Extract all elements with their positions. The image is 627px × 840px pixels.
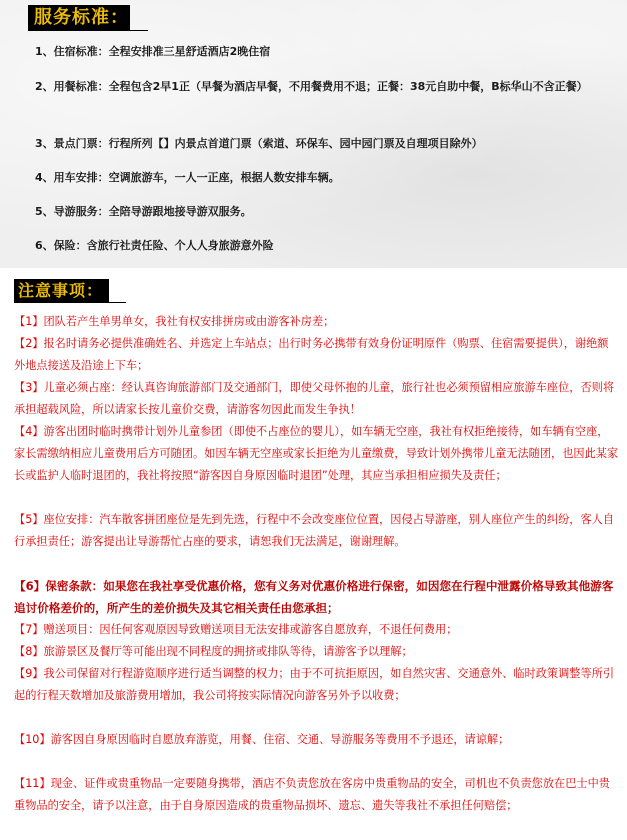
service-item-accommodation: 1、住宿标准：全程安排准三星舒适酒店2晚住宿 — [35, 45, 271, 58]
service-title: 服务标准： — [34, 7, 129, 28]
service-item-insurance: 6、保险：含旅行社责任险、个人人身旅游意外险 — [35, 239, 274, 252]
note-item-8: 【8】旅游景区及餐厅等可能出现不同程度的拥挤或排队等待，请游客予以理解； — [14, 645, 413, 658]
note-item-1: 【1】团队若产生单男单女，我社有权安排拼房或由游客补房差； — [14, 315, 335, 328]
note-item-5: 【5】座位安排：汽车散客拼团座位是先到先选，行程中不会改变座位位置，因侵占导游座，别人座位产生的纠纷，客人自行承担责任；游客提出让导游帮忙占座的要求，请恕我们无法满足，谢谢理解。 — [14, 513, 615, 548]
service-item-guide: 5、导游服务：全陪导游跟地接导游双服务。 — [35, 205, 252, 218]
service-item-meals: 2、用餐标准：全程包含2早1正（早餐为酒店早餐，不用餐费用不退；正餐：38元自助中餐，B标华山不含正餐） — [35, 80, 588, 93]
note-item-4: 【4】游客出团时临时携带计划外儿童参团（即使不占座位的婴儿），如车辆无空座，我社有权拒绝接待，如车辆有空座，家长需缴纳相应儿童费用后方可随团。如因车辆无空座或家长拒绝为儿童缴费，导致计划外携带儿童无法随团，也因此某家长或监护人临时退团的，我社将按照“游客因自身原因临时退团”处理，其应当承担相应损失及责任； — [14, 425, 619, 482]
notes-title-underline — [14, 302, 126, 303]
service-item-transport: 4、用车安排：空调旅游车，一人一正座，根据人数安排车辆。 — [35, 171, 340, 184]
note-item-10: 【10】游客因自身原因临时自愿放弃游览，用餐、住宿、交通、导游服务等费用不予退还，请谅解； — [14, 733, 510, 746]
note-item-9: 【9】我公司保留对行程游览顺序进行适当调整的权力；由于不可抗拒原因，如自然灾害、交通意外、临时政策调整等所引起的行程天数增加及旅游费用增加，我公司将按实际情况向游客另外予以收费； — [14, 667, 615, 702]
note-item-7: 【7】赠送项目：因任何客观原因导致赠送项目无法安排或游客自愿放弃，不退任何费用； — [14, 623, 458, 636]
note-item-3: 【3】儿童必须占座：经认真咨询旅游部门及交通部门，即使父母怀抱的儿童，旅行社也必须预留相应旅游车座位，否则将承担超载风险，所以请家长按儿童价交费，请游客勿因此而发生争执！ — [14, 381, 615, 416]
note-item-6: 【6】保密条款：如果您在我社享受优惠价格，您有义务对优惠价格进行保密，如因您在行程中泄露价格导致其他游客追讨价格差价的，所产生的差价损失及其它相关责任由您承担； — [14, 579, 614, 615]
notes-title: 注意事项： — [18, 281, 104, 300]
service-title-underline — [28, 30, 148, 31]
service-item-tickets: 3、景点门票：行程所列【】内景点首道门票（索道、环保车、园中园门票及自理项目除外） — [35, 137, 483, 150]
note-item-11: 【11】现金、证件或贵重物品一定要随身携带，酒店不负责您放在客房中贵重物品的安全，司机也不负责您放在巴士中贵重物品的安全，请予以注意，由于自身原因造成的贵重物品损坏、遗忘、遗失等我社不承担任何赔偿； — [14, 777, 610, 812]
note-item-2: 【2】报名时请务必提供准确姓名、并选定上车站点；出行时务必携带有效身份证明原件（购票、住宿需要提供），谢绝额外地点接送及沿途上下车； — [14, 337, 609, 372]
